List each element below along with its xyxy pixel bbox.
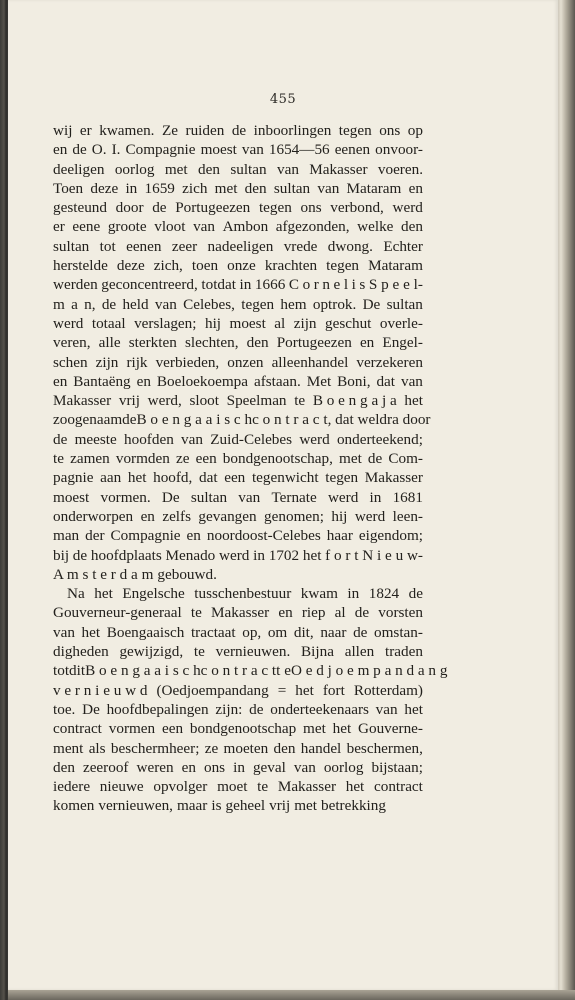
text-line: veren, alle sterkten slechten, den Portugeezen en Engel- bbox=[53, 334, 423, 352]
text-line: moest vormen. De sultan van Ternate werd in 1681 bbox=[53, 488, 423, 506]
text-line: de meeste hoofden van Zuid-Celebes werd onderteekend; bbox=[53, 430, 423, 448]
page-sheet bbox=[8, 0, 558, 990]
text-line: sultan tot eenen zeer nadeeligen vrede dwong. Echter bbox=[53, 237, 423, 255]
page-stack-edge bbox=[558, 0, 575, 1000]
text-line: werden geconcentreerd, totdat in 1666 C o r n e l i s S p e e l- bbox=[53, 276, 423, 294]
text-line: komen vernieuwen, maar is geheel vrij met betrekking bbox=[53, 797, 386, 815]
text-line: gesteund door de Portugeezen tegen ons verbond, werd bbox=[53, 199, 423, 217]
text-line: v e r n i e u w d (Oedjoempandang = het fort Rotterdam) bbox=[53, 681, 423, 699]
text-line: den zeeroof weren en ons in geval van oorlog bijstaan; bbox=[53, 758, 423, 776]
text-line: te zamen vormden ze een bondgenootschap, met de Com- bbox=[53, 450, 423, 468]
text-line: tot dit B o e n g a a i s c h c o n t r a c t t e O e d j o e m p a n d a n g bbox=[53, 662, 448, 680]
text-line: er eene groote vloot van Ambon afgezonden, welke den bbox=[53, 218, 423, 236]
text-line: onderworpen en zelfs gevangen genomen; hij werd leen- bbox=[53, 507, 423, 525]
text-line: toe. De hoofdbepalingen zijn: de onderteekenaars van het bbox=[53, 700, 423, 718]
page-number: 455 bbox=[269, 92, 297, 107]
body-text bbox=[53, 121, 448, 816]
text-line: werd totaal verslagen; hij moest al zijn geschut overle- bbox=[53, 314, 423, 332]
text-line: zoogenaamde B o e n g a a i s c h c o n t r a c t, dat weldra door bbox=[53, 411, 431, 429]
text-line: contract vormen een bondgenootschap met het Gouverne- bbox=[53, 720, 423, 738]
text-line: man der Compagnie en noordoost-Celebes haar eigendom; bbox=[53, 527, 423, 545]
text-line: deeligen oorlog met den sultan van Makasser voeren. bbox=[53, 160, 423, 178]
text-line: iedere nieuwe opvolger moet te Makasser het contract bbox=[53, 778, 423, 796]
text-line: Gouverneur-generaal te Makasser en riep al de vorsten bbox=[53, 604, 423, 622]
text-line: van het Boengaaisch tractaat op, om dit, naar de omstan- bbox=[53, 623, 423, 641]
text-line: m a n, de held van Celebes, tegen hem optrok. De sultan bbox=[53, 295, 423, 313]
text-line: en Bantaëng en Boeloekoempa afstaan. Met Boni, dat van bbox=[53, 372, 423, 390]
text-line: bij de hoofdplaats Menado werd in 1702 het f o r t N i e u w- bbox=[53, 546, 423, 564]
page-bottom-edge bbox=[8, 990, 575, 1000]
text-line: pagnie aan het hoofd, dat een tegenwicht tegen Makasser bbox=[53, 469, 423, 487]
text-line: ment als beschermheer; ze moeten den handel beschermen, bbox=[53, 739, 423, 757]
text-line: en de O. I. Compagnie moest van 1654—56 eenen onvoor- bbox=[53, 141, 423, 159]
text-line: Toen deze in 1659 zich met den sultan van Mataram en bbox=[53, 179, 423, 197]
text-line: Na het Engelsche tusschenbestuur kwam in 1824 de bbox=[67, 585, 423, 603]
text-line: digheden gewijzigd, te vernieuwen. Bijna allen traden bbox=[53, 643, 423, 661]
text-line: A m s t e r d a m gebouwd. bbox=[53, 565, 217, 583]
text-line: schen zijn rijk verbieden, onzen alleenhandel verzekeren bbox=[53, 353, 423, 371]
text-line: wij er kwamen. Ze ruiden de inboorlingen tegen ons op bbox=[53, 122, 423, 139]
text-line: herstelde deze zich, toen onze krachten tegen Mataram bbox=[53, 257, 423, 275]
text-line: Makasser vrij werd, sloot Speelman te B o e n g a j a het bbox=[53, 392, 423, 410]
